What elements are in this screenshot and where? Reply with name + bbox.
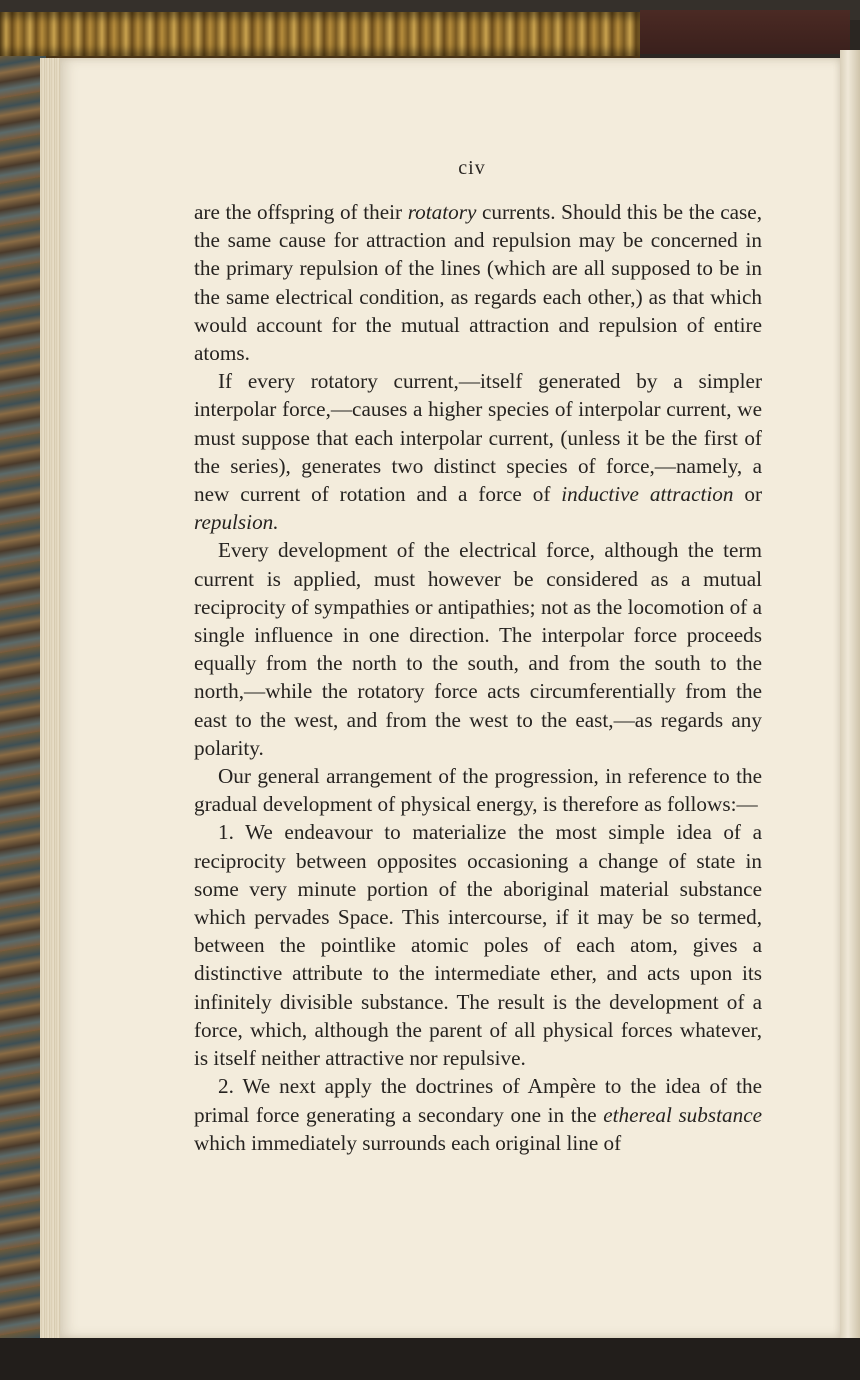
paragraph xyxy=(194,367,762,536)
text-run: 1. We endeavour to materialize the most simple idea of a reciprocity between opposites occasioning a change of state in some very minute portion of the aboriginal material substance which pervades Space. This intercourse, if it may be so termed, between the pointlike atomic poles of each atom, gives a distinctive attribute to the intermediate ether, and acts upon its infinitely divisible substance. The result is the development of a force, which, although the parent of all physical forces whatever, is itself neither attractive nor repulsive. xyxy=(194,820,762,1071)
paragraph xyxy=(194,1072,762,1157)
italic-text: rotatory xyxy=(407,200,477,224)
background-cloth-bottom xyxy=(0,1338,860,1380)
text-run: Every development of the electrical force, although the term current is applied, must however be considered as a mutual reciprocity of sympathies or antipathies; not as the locomotion of a single influence in one direction. The interpolar force proceeds equally from the north to the south, and from the south to the north,—while the rotatory force acts circumferentially from the east to the west, and from the west to the east,—as regards any polarity. xyxy=(194,538,762,760)
text-run: are the offspring of their xyxy=(194,200,408,224)
page-stack xyxy=(40,58,62,1338)
text-run: Our general arrangement of the progression, in reference to the gradual development of physical energy, is therefore as follows:— xyxy=(194,764,762,817)
bookmark-ribbon xyxy=(640,10,850,54)
paragraph xyxy=(194,762,762,818)
paragraph xyxy=(194,198,762,367)
text-run: 2. We next apply the doctrines of Ampère to the idea of the primal force generating a secondary one in the xyxy=(194,1074,762,1127)
page-number: civ xyxy=(458,157,486,179)
text-run: If every rotatory current,—itself generated by a simpler interpolar force,—causes a higher species of interpolar current, we must suppose that each interpolar current, (unless it be the first of the series), generates two distinct species of force,—namely, a new current of rotation and a force of xyxy=(194,369,762,507)
italic-text: repulsion. xyxy=(194,510,279,535)
paragraph xyxy=(194,536,762,762)
gilt-headband xyxy=(0,12,640,59)
text-run: currents. Should this be the case, the same cause for attraction and repulsion may be concerned in the primary repulsion of the lines (which are all supposed to be in the same electrical condition, as regards each other,) as that which would account for the mutual attraction and repulsion of entire atoms. xyxy=(194,200,762,366)
text-run: which immediately surrounds each original line of xyxy=(194,1130,622,1155)
italic-text: ethereal substance xyxy=(603,1102,763,1127)
body-text xyxy=(194,198,762,1157)
page-right-edge xyxy=(840,50,860,1338)
italic-text: inductive attraction xyxy=(561,482,734,507)
paragraph xyxy=(194,818,762,1072)
text-run: or xyxy=(733,482,762,507)
